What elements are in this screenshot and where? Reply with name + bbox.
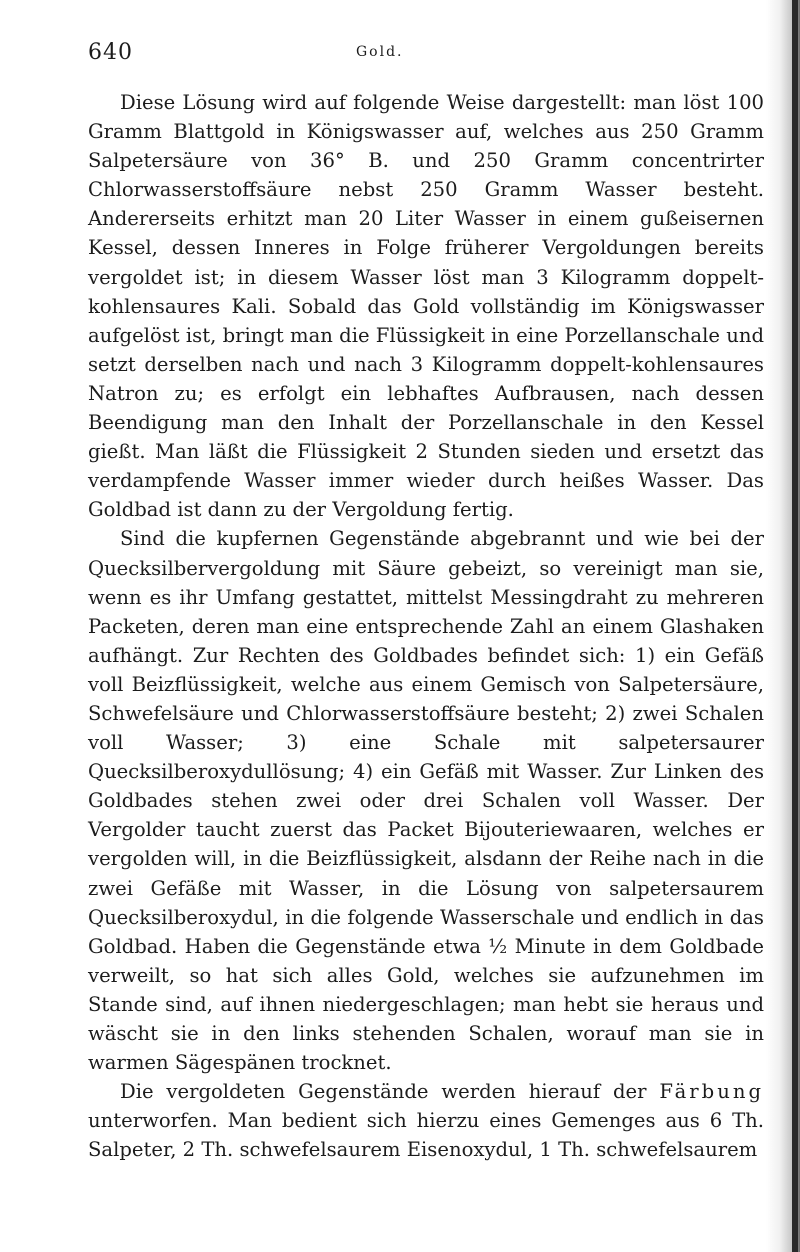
body-text — [88, 88, 764, 1164]
paragraph — [88, 1077, 764, 1164]
paragraph: Sind die kupfernen Gegenstände abgebrannt und wie bei der Quecksilbervergoldung mit Säure gebeizt, so vereinigt man sie, wenn es ihr Umfang gestattet, mittelst Messingdraht zu mehreren Packeten, deren man eine entsprechende Zahl an einem Glashaken aufhängt. Zur Rechten des Goldbades befindet sich: 1) ein Gefäß voll Beizflüssigkeit, welche aus einem Gemisch von Salpetersäure, Schwefelsäure und Chlorwasserstoffsäure besteht; 2) zwei Schalen voll Wasser; 3) eine Schale mit salpetersaurer Quecksilberoxydullösung; 4) ein Gefäß mit Wasser. Zur Linken des Goldbades stehen zwei oder drei Schalen voll Wasser. Der Vergolder taucht zuerst das Packet Bijouteriewaaren, welches er vergolden will, in die Beizflüssigkeit, alsdann der Reihe nach in die zwei Gefäße mit Wasser, in die Lösung von salpetersaurem Quecksilberoxydul, in die folgende Wasserschale und endlich in das Goldbad. Haben die Gegenstände etwa ½ Minute in dem Goldbade verweilt, so hat sich alles Gold, welches sie aufzunehmen im Stande sind, auf ihnen niedergeschlagen; man hebt sie heraus und wäscht sie in den links stehenden Schalen, worauf man sie in warmen Sägespänen trocknet. — [88, 527, 764, 1075]
paragraph-text: unterworfen. Man bedient sich hierzu eines Gemenges aus 6 Th. Salpeter, 2 Th. schwefelsaurem Eisenoxydul, 1 Th. schwefelsaurem — [88, 1109, 764, 1162]
binding-edge — [792, 0, 798, 1252]
running-head: Gold. — [356, 44, 404, 60]
paragraph-text: Die vergoldeten Gegenstände werden hierauf der — [120, 1080, 660, 1104]
paragraph: Diese Lösung wird auf folgende Weise dargestellt: man löst 100 Gramm Blattgold in Königswasser auf, welches aus 250 Gramm Salpetersäure von 36° B. und 250 Gramm concentrirter Chlorwasserstoffsäure nebst 250 Gramm Wasser besteht. Andererseits erhitzt man 20 Liter Wasser in einem gußeisernen Kessel, dessen Inneres in Folge früherer Vergoldungen bereits vergoldet ist; in diesem Wasser löst man 3 Kilogramm doppelt-kohlensaures Kali. Sobald das Gold vollständig im Königswasser aufgelöst ist, bringt man die Flüssigkeit in eine Porzellanschale und setzt derselben nach und nach 3 Kilogramm doppelt-kohlensaures Natron zu; es erfolgt ein lebhaftes Aufbrausen, nach dessen Beendigung man den Inhalt der Porzellanschale in den Kessel gießt. Man läßt die Flüssigkeit 2 Stunden sieden und ersetzt das verdampfende Wasser immer wieder durch heißes Wasser. Das Goldbad ist dann zu der Vergoldung fertig. — [88, 91, 764, 522]
emphasized-term: Färbung — [659, 1080, 764, 1104]
page-header — [88, 40, 768, 70]
page-number: 640 — [88, 40, 133, 65]
